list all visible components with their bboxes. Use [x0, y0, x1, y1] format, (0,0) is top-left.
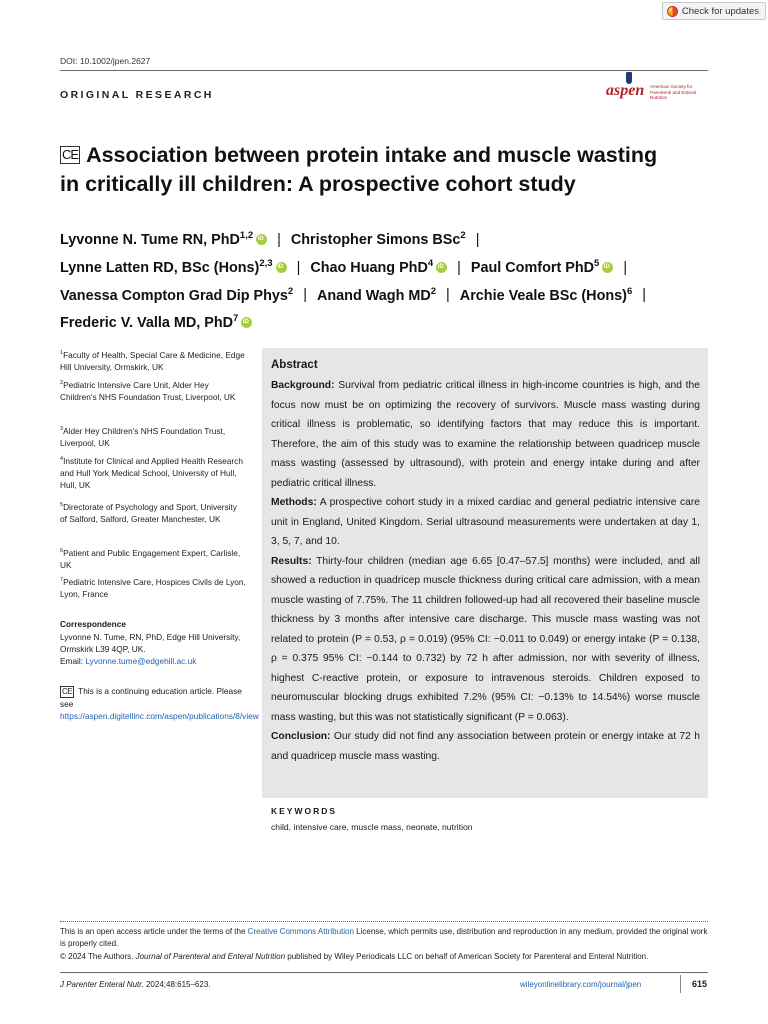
correspondence-email-link[interactable]: Lyvonne.tume@edgehill.ac.uk [85, 656, 197, 667]
title-line-1: Association between protein intake and muscle wasting [86, 143, 658, 167]
abstract-results: Results: Thirty-four children (median age 6.65 [0.47–57.5] months) were included, and all showed a reduction in quadricep muscle thickness during critical care admission, with a mean muscle wasting of 7.75%. The 11 children followed-up had all recovered their baseline muscle thickness by 3 months after intensive care discharge. This muscle mass wasting was not related to protein (P = 0.53, ρ = 0.019) (95% CI: −0.011 to 0.049) or energy intake (P = 0.138, ρ = 0.375 95% CI: −0.144 to 0.732) by 72 h after admission, nor with severity of illness, highest C-reactive protein, or exposure to intravenous steroids. Children exposed to neuromuscular blocking drugs exhibited 7.2% (95% CI: −0.13% to 14.54%) worse muscle mass wasting, but this was not statistically significant (P = 0.063). [271, 555, 700, 723]
footer-dotted-divider [60, 921, 708, 922]
orcid-icon[interactable] [436, 262, 447, 273]
author-separator: | [296, 259, 301, 276]
affiliation: $^2$Pediatric Intensive Care Unit, Alder Hey Children's NHS Foundation Trust, Liverpool, UK [60, 379, 236, 402]
affiliation: $^5$Directorate of Psychology and Sport, University of Salford, Salford, Greater Manchester, UK [60, 501, 237, 524]
abstract-text [271, 376, 700, 766]
creative-commons-link[interactable]: Creative Commons Attribution [247, 927, 354, 936]
abstract-methods: Methods: A prospective cohort study in a mixed cardiac and general pediatric intensive care unit in England, United Kingdom. Serial ultrasound measurements were undertaken at day 1, 3, 5, 7, and 10. [271, 497, 700, 547]
license-footer: This is an open access article under the terms of the Creative Commons Attribution License, which permits use, distribution and reproduction in any medium, provided the original work is properly cited. © 2024 The Authors. Journal of Parenteral and Enteral Nutrition published by Wiley Periodicals LLC on behalf of American Society for Parenteral and Enteral Nutrition. [60, 927, 708, 961]
check-for-updates-button[interactable] [662, 2, 766, 20]
author: Paul Comfort PhD [470, 259, 595, 276]
author: Vanessa Compton Grad Dip Phys [60, 287, 288, 304]
author-affil: 2 [430, 285, 437, 297]
author-affil: 6 [626, 285, 633, 297]
correspondence-body: Lyvonne N. Tume, RN, PhD, Edge Hill University, Ormskirk L39 4QP, UK. Email: Lyvonne.tume@edgehill.ac.uk [60, 632, 241, 667]
journal-citation: J Parenter Enteral Nutr. 2024;48:615–623. [60, 980, 211, 989]
ce-note: CE This is a continuing education article. Please see https://aspen.digitellinc.com/aspen/publications/8/view [60, 686, 259, 722]
author-separator: | [277, 231, 281, 248]
section-label: ORIGINAL RESEARCH [60, 89, 214, 101]
author: Lyvonne N. Tume RN, PhD [60, 231, 240, 248]
author-separator: | [303, 287, 307, 304]
author-separator: | [623, 259, 628, 276]
author-affil: 5 [594, 257, 600, 269]
author: Archie Veale BSc (Hons) [459, 287, 627, 304]
logo-text: aspen [606, 82, 645, 99]
author: Lynne Latten RD, BSc (Hons) [60, 259, 260, 276]
top-divider [60, 70, 708, 71]
orcid-icon[interactable] [276, 262, 287, 273]
check-for-updates-label: Check for updates [681, 5, 759, 17]
aspen-logo [606, 72, 710, 102]
crossmark-icon [667, 6, 678, 17]
orcid-icon[interactable] [241, 317, 252, 328]
ce-link[interactable]: https://aspen.digitellinc.com/aspen/publications/8/view [60, 711, 259, 722]
doi: DOI: 10.1002/jpen.2627 [60, 56, 151, 66]
affiliation: $^4$Institute for Clinical and Applied Health Research and Hull York Medical School, University of Hull, Hull, UK [60, 455, 243, 491]
page-number-divider [680, 975, 681, 993]
author-list [60, 224, 720, 335]
author: Christopher Simons BSc [290, 231, 461, 248]
logo-subtitle: American Society for Parenteral and Enteral Nutrition [650, 84, 696, 101]
author-separator: | [475, 231, 480, 248]
keywords-title: KEYWORDS [271, 806, 338, 816]
affiliation: $^1$Faculty of Health, Special Care & Medicine, Edge Hill University, Ormskirk, UK [60, 349, 245, 372]
ce-badge-small-icon: CE [62, 687, 73, 696]
abstract-background: Background: Survival from pediatric critical illness in high-income countries is high, and the focus now must be on optimizing the recovery of survivors. Muscle mass wasting during critical illness is problematic, so identifying factors that may reduce this is important. Therefore, the aim of this study was to examine the relationship between quadricep muscle mass wasting (assessed by ultrasound), with protein and energy intake during and after pediatric critical illness. [271, 380, 700, 489]
keywords-body: child, intensive care, muscle mass, neonate, nutrition [271, 822, 473, 832]
author-affil: 2 [287, 285, 294, 297]
bottom-divider [60, 972, 708, 973]
affiliation: $^6$Patient and Public Engagement Expert, Carlisle, UK [60, 547, 241, 570]
abstract-title: Abstract [271, 359, 318, 371]
author-affil: 2,3 [259, 257, 273, 269]
orcid-icon[interactable] [602, 262, 613, 273]
author-affil: 2 [460, 230, 466, 241]
author-affil: 7 [233, 313, 239, 325]
author-affil: 1,2 [239, 230, 254, 241]
author: Frederic V. Valla MD, PhD [60, 315, 234, 332]
abstract-conclusion: Conclusion: Our study did not find any association between protein or energy intake at 72 h and quadricep muscle mass wasting. [271, 731, 700, 762]
affiliation: $^7$Pediatric Intensive Care, Hospices Civils de Lyon, Lyon, France [60, 576, 246, 599]
article-title [60, 141, 710, 199]
author-affil: 4 [427, 257, 434, 269]
ce-badge-icon: CE [62, 147, 79, 162]
page-number: 615 [692, 979, 708, 989]
author-separator: | [446, 287, 450, 304]
author-separator: | [457, 259, 461, 276]
affiliation: $^3$Alder Hey Children's NHS Foundation Trust, Liverpool, UK [60, 425, 226, 448]
correspondence-title: Correspondence [60, 619, 126, 629]
journal-site-link[interactable]: wileyonlinelibrary.com/journal/jpen [520, 980, 642, 989]
author: Anand Wagh MD [316, 287, 431, 304]
author-separator: | [642, 287, 646, 304]
author: Chao Huang PhD [310, 259, 428, 276]
title-line-2: in critically ill children: A prospective cohort study [60, 172, 576, 196]
orcid-icon[interactable] [256, 234, 267, 245]
